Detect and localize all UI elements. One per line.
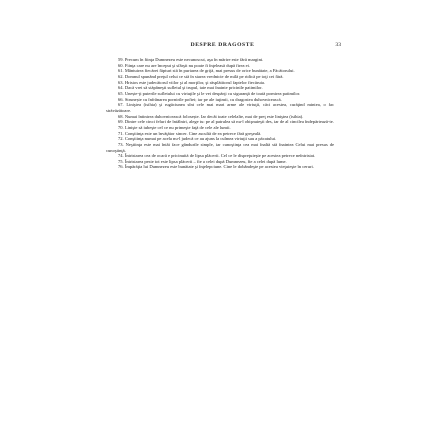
paragraph: 60. Fiinţa care nu are început şi sfârşit nu poate fi înţeleasă după firea ei. (118, 62, 251, 68)
paragraph: 61. Mântuirea fiecărei făpturi stă în purtarea de grijă, mai presus de orice bunătate, a Făcătorului. (118, 68, 295, 74)
paragraph: 76. Împărăţia lui Dumnezeu este bunătate şi înţelepciune. Cine le dobândeşte pe acestea vieţuieşte în ceruri. (118, 164, 314, 170)
page-number: 33 (335, 42, 341, 48)
paragraph: 73. Neştiinţa este mai întâi face gândurile simple, iar cunoştinţa cea mai înaltă stă înaintea Celui mai presus de cunoştinţă. (106, 141, 334, 153)
running-title: DESPRE DRAGOSTE (190, 42, 255, 48)
paragraph: 67. Liniştea (isihia) şi rugăciunea sînt cele mai mari arme ale virtuţii, căci acestea, curăţind mintea, o fac străvăzătoare. (106, 102, 334, 113)
paragraph: 65. Unește-ţi puterile sufletului cu virtuţile şi le vei despărţi cu siguranţă de toată pornirea patimilor. (118, 90, 301, 96)
paragraph: 74. Întristarea cea de ocară e pricinuită de lipsa plăcerii. Cel ce le dispreţuieşte pe acestea petrece neîntristat. (118, 153, 316, 159)
paragraph: 62. Domnul spunând preţul celui ce stă în starea vrednicie de milă pe ridică pe toţi cei fără. (118, 73, 284, 79)
paragraph: 70. Linişte să iubeşte cel ce nu primeşte faţă de cele ale lumii. (118, 124, 231, 130)
page-body (106, 57, 334, 170)
paragraph: 68. Numai întinirea duhovnicească folosește. Iar decât toate celelalte, mai de preţ este liniştea (isihia). (118, 113, 304, 119)
paragraph: 75. Întristarea peste tot este lipsa plăcerii – fie a celei după Dumnezeu, fie a celei după lume. (118, 158, 287, 164)
paragraph: 71. Conştiinţa este un învăţător sincer. Cine ascultă de ea petrece fără greşeală. (118, 130, 262, 136)
paragraph: 66. Strunește cu înfrânarea pornirile poftei; iar pe ale iuţimii, cu dragostea duhovnicească. (118, 96, 282, 102)
running-header (104, 42, 341, 52)
paragraph: 72. Conştiinţa numai pe acela nu-l judecă ce au ajuns la culmea virtuţii sau a păcatului. (118, 136, 277, 142)
paragraph: 59. Precum în fiinţa Dumnezeu este necunoscut, aşa în mărire este fără margini. (118, 57, 264, 62)
paragraph: 64. Dacă vrei să stăpâneşti sufletul şi trupul, taie mai înainte pricinile patimilor. (118, 85, 263, 91)
paragraph: 69. Dintre cele cinci feluri de întâlniri, alege tu: pe al patrulea să nu-l obişnuieşti des, iar de al cincilea îndepărtează-te. (118, 119, 334, 125)
paragraph: 63. Hristos este judecătorul viilor şi al morţilor, şi răsplătitorul faptelor fiecăruia. (118, 79, 266, 85)
